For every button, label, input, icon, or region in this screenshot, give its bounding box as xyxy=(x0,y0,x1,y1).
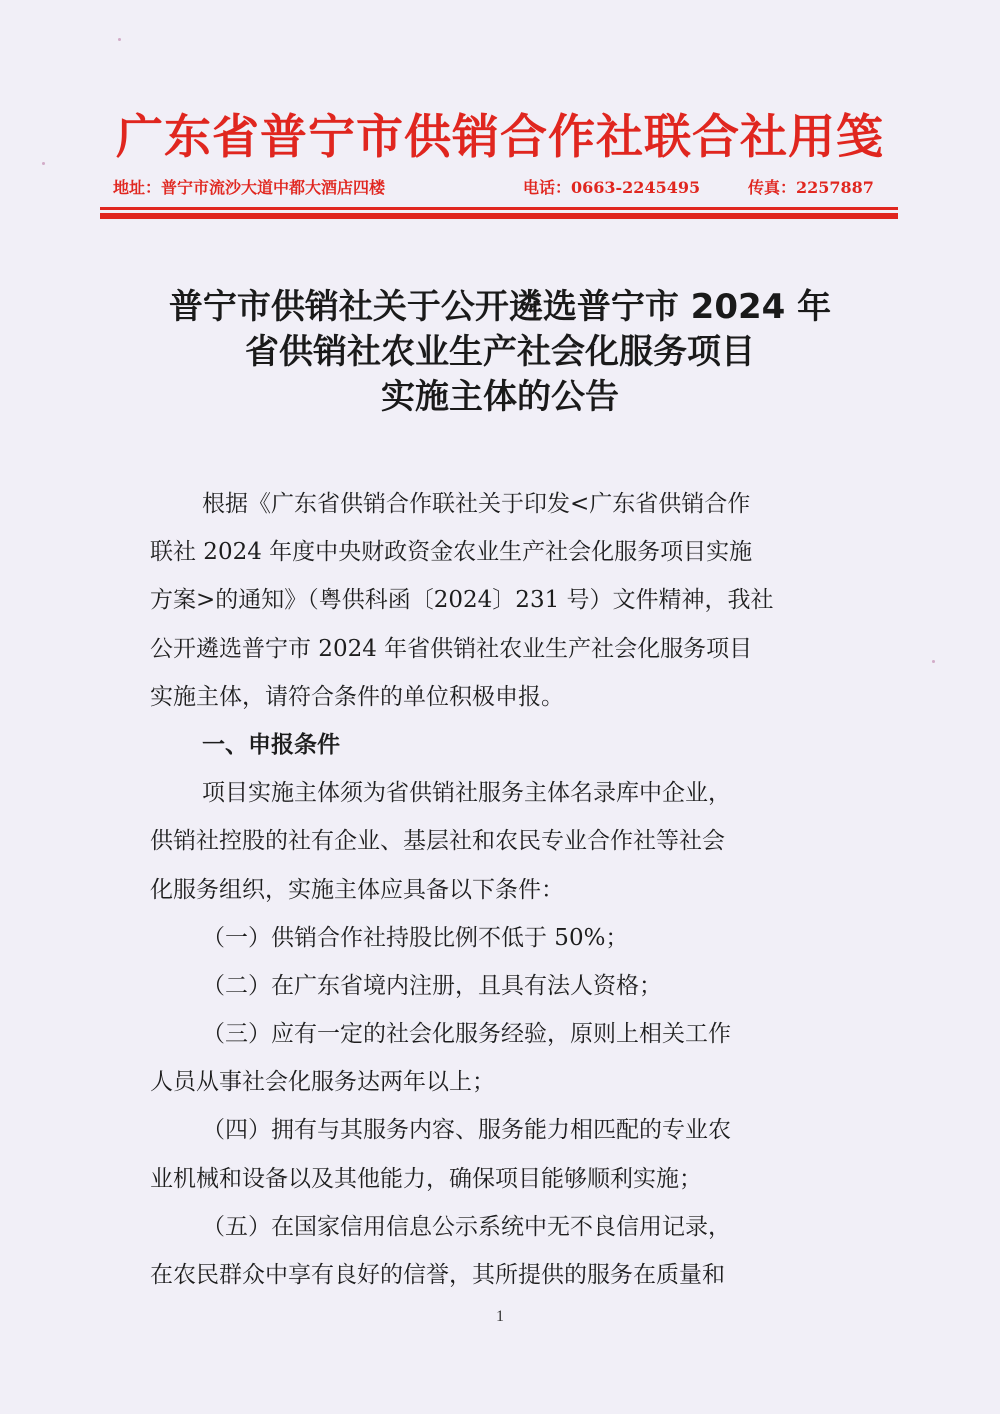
scan-speck xyxy=(118,38,121,41)
condition-continuation: 业机械和设备以及其他能力，确保项目能够顺利实施； xyxy=(150,1165,702,1192)
condition-line: （二）在广东省境内注册，且具有法人资格； xyxy=(202,972,662,999)
letterhead-address: 地址：普宁市流沙大道中都大酒店四楼 xyxy=(113,178,386,197)
paragraph-line: 方案>的通知》（粤供科函〔2024〕231 号）文件精神，我社 xyxy=(150,587,774,614)
letterhead-phone: 电话：0663-2245495 xyxy=(523,178,701,197)
title-line: 实施主体的公告 xyxy=(381,377,619,417)
letterhead-contact xyxy=(113,175,893,198)
condition-line: （一）供销合作社持股比例不低于 50%； xyxy=(202,924,629,951)
condition-continuation: 人员从事社会化服务达两年以上； xyxy=(150,1069,495,1096)
title-line: 省供销社农业生产社会化服务项目 xyxy=(245,332,755,372)
intro-line: 化服务组织，实施主体应具备以下条件： xyxy=(150,876,564,903)
paragraph-line: 实施主体，请符合条件的单位积极申报。 xyxy=(150,683,564,710)
letterhead-rule-thick xyxy=(100,213,898,219)
paragraph-line: 公开遴选普宁市 2024 年省供销社农业生产社会化服务项目 xyxy=(150,635,753,662)
intro-line: 供销社控股的社有企业、基层社和农民专业合作社等社会 xyxy=(150,828,725,855)
scan-speck xyxy=(932,660,935,663)
intro-line: 项目实施主体须为省供销社服务主体名录库中企业， xyxy=(202,780,731,807)
page-number: 1 xyxy=(496,1308,504,1325)
letterhead-fax: 传真：2257887 xyxy=(748,178,874,197)
section-heading: 一、申报条件 xyxy=(202,731,340,758)
document-title xyxy=(120,285,880,420)
condition-continuation: 在农民群众中享有良好的信誉，其所提供的服务在质量和 xyxy=(150,1262,725,1288)
scan-speck xyxy=(42,162,45,165)
paragraph-line: 根据《广东省供销合作联社关于印发<广东省供销合作 xyxy=(202,491,751,517)
condition-line: （四）拥有与其服务内容、服务能力相匹配的专业农 xyxy=(202,1117,731,1144)
paragraph-line: 联社 2024 年度中央财政资金农业生产社会化服务项目实施 xyxy=(150,539,753,566)
letterhead-title: 广东省普宁市供销合作社联合社用笺 xyxy=(116,110,884,165)
title-line: 普宁市供销社关于公开遴选普宁市 2024 年 xyxy=(168,287,832,327)
letterhead-rule-thin xyxy=(100,207,898,210)
document-body xyxy=(150,480,850,1299)
condition-line: （三）应有一定的社会化服务经验，原则上相关工作 xyxy=(202,1021,731,1048)
condition-line: （五）在国家信用信息公示系统中无不良信用记录， xyxy=(202,1213,731,1240)
